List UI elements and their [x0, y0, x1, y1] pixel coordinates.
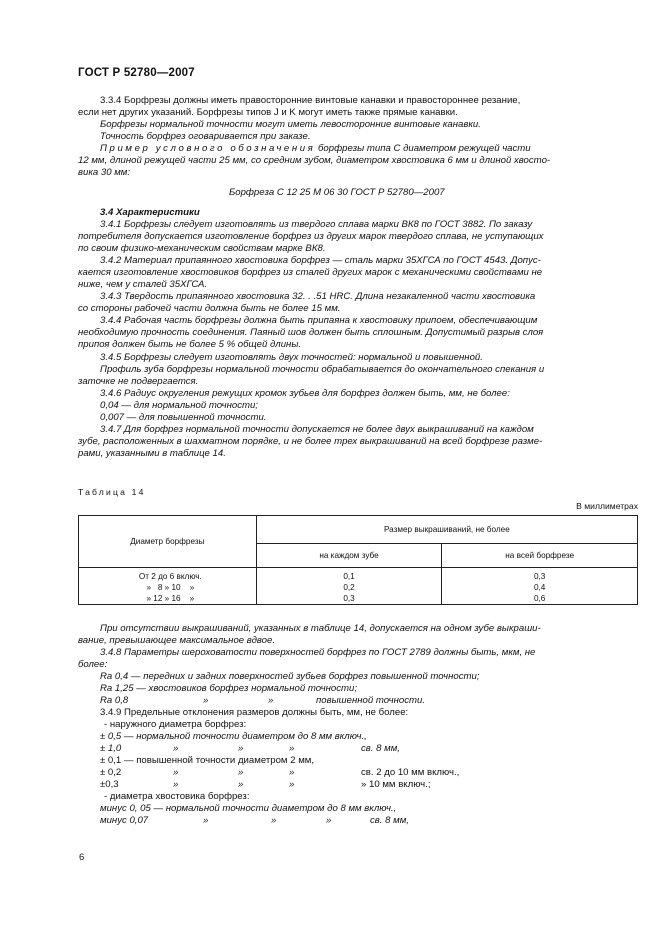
table-units: В миллиметрах: [576, 501, 638, 511]
ditto-mark: »: [289, 767, 295, 778]
table-cell-whole: [442, 568, 638, 605]
col-header-whole: на всей борфрезе: [442, 544, 638, 568]
list-item: ± 0,1 — повышенной точности диаметром 2 мм,: [100, 755, 315, 766]
table-14: [78, 515, 638, 605]
ditto-mark: »: [289, 779, 295, 790]
paragraph-line: 0,007 — для повышенной точности.: [100, 412, 267, 423]
ditto-mark: »: [268, 695, 274, 706]
section-heading: 3.4 Характеристики: [100, 207, 200, 218]
ditto-mark: »: [173, 779, 179, 790]
ditto-mark: »: [238, 743, 244, 754]
table-row-diameter: » 12 » 16 »: [146, 594, 195, 603]
paragraph-line: 3.4.1 Борфрезы следует изготовлять из твердого сплава марки ВК8 по ГОСТ 3882. По заказу: [100, 219, 533, 230]
paragraph-line: 3.4.2 Материал припаянного хвостовика борфрез — сталь марки 35ХГСА по ГОСТ 4543. Допус-: [100, 255, 541, 266]
paragraph-line: заточке не подвергается.: [78, 376, 199, 387]
paragraph-line: вание, превышающее максимальное вдвое.: [78, 635, 276, 646]
list-item: - диаметра хвостовика борфрез:: [104, 791, 250, 802]
paragraph-line: со стороны рабочей части должна быть не более 15 мм.: [78, 303, 341, 314]
list-item: - наружного диаметра борфрез:: [104, 719, 247, 730]
tolerance-value: ± 1,0: [100, 743, 122, 754]
tolerance-text: св. 8 мм,: [361, 743, 400, 754]
paragraph-line: вика 30 мм:: [78, 167, 131, 178]
col-header-chip-size: Размер выкрашиваний, не более: [256, 516, 637, 544]
table-value: 0,3: [343, 594, 355, 603]
example-text: борфрезы типа С диаметром режущей части: [318, 143, 531, 154]
paragraph-line: припоя должен быть не более 5 % общей длины.: [78, 339, 302, 350]
paragraph-line: 3.4.4 Рабочая часть борфрезы должна быть припаяна к хвостовику припоем, обеспечивающим: [100, 315, 538, 326]
paragraph-line: При отсутствии выкрашиваний, указанных в таблице 14, допускается на одном зубе выкраши-: [100, 623, 541, 634]
col-header-per-tooth: на каждом зубе: [256, 544, 442, 568]
paragraph-line: потребителя допускается изготовление борфрез из других марок твердого сплава, не уступающих: [78, 231, 544, 242]
list-item: минус 0, 05 — нормальной точности диаметром до 8 мм включ.,: [100, 803, 397, 814]
ditto-mark: »: [173, 767, 179, 778]
example-line: [100, 143, 531, 154]
tolerance-text: » 10 мм включ.;: [361, 779, 431, 790]
tolerance-value: ±0,3: [100, 779, 119, 790]
paragraph-line: 3.4.5 Борфрезы следует изготовлять двух точностей: нормальной и повышенной.: [100, 352, 483, 363]
list-item: ± 0,5 — нормальной точности диаметром до 8 мм включ.,: [100, 731, 367, 742]
table-cell-per-tooth: [256, 568, 442, 605]
paragraph-line: необходимую прочность соединения. Паяный шов должен быть сплошным. Допустимый разрыв слоя: [78, 327, 544, 338]
table-value: 0,3: [533, 572, 546, 581]
ditto-mark: »: [238, 779, 244, 790]
tolerance-text: св. 2 до 10 мм включ.,: [361, 767, 460, 778]
page-number: 6: [79, 852, 85, 863]
table-value: 0,6: [533, 594, 546, 603]
table-row-diameter: » 8 » 10 »: [146, 583, 195, 592]
paragraph-line: 0,04 — для нормальной точности;: [100, 400, 258, 411]
paragraph-line: 3.4.8 Параметры шероховатости поверхностей борфрез по ГОСТ 2789 должны быть, мкм, не: [100, 647, 536, 658]
paragraph-line: кается изготовление хвостовиков борфрез из сталей других марок с механическими свойствами не: [78, 267, 543, 278]
paragraph-line: Профиль зуба борфрезы нормальной точности обрабатывается до окончательного спекания и: [100, 364, 545, 375]
ditto-mark: »: [326, 815, 332, 826]
ditto-mark: »: [238, 767, 244, 778]
table-cell-diameters: [79, 568, 257, 605]
tolerance-text: св. 8 мм,: [370, 815, 409, 826]
ditto-mark: »: [271, 815, 277, 826]
paragraph-line: рами, указанными в таблице 14.: [78, 448, 226, 459]
paragraph-line: Ra 1,25 — хвостовиков борфрез нормальной точности;: [100, 683, 358, 694]
paragraph-line: 3.4.6 Радиус округления режущих кромок зубьев для борфрез должен быть, мм, не более:: [100, 388, 510, 399]
tolerance-value: минус 0,07: [100, 815, 149, 826]
document-header: ГОСТ Р 52780—2007: [78, 67, 195, 79]
ditto-mark: »: [203, 815, 209, 826]
ditto-mark: »: [203, 695, 209, 706]
paragraph-line: Точность борфрез оговаривается при заказе.: [100, 131, 311, 142]
roughness-text: повышенной точности.: [316, 695, 426, 706]
example-lead: Пример условного обозначения: [100, 143, 316, 154]
table-label: Таблица 14: [78, 487, 146, 497]
col-header-diameter: Диаметр борфрезы: [79, 516, 257, 568]
ditto-mark: »: [289, 743, 295, 754]
paragraph-line: 3.4.7 Для борфрез нормальной точности допускается не более двух выкрашиваний на каждом: [100, 424, 534, 435]
paragraph-line: по своим физико-механическим свойствам марке ВК8.: [78, 243, 326, 254]
paragraph-line: более:: [78, 659, 108, 670]
table-value: 0,1: [343, 572, 355, 581]
paragraph-line: Борфрезы нормальной точности могут иметь левосторонние винтовые канавки.: [100, 119, 481, 130]
table-value: 0,4: [533, 583, 546, 592]
ditto-mark: »: [173, 743, 179, 754]
paragraph-line: ниже, чем у сталей 35ХГСА.: [78, 279, 208, 290]
paragraph-line: 3.4.3 Твердость припаянного хвостовика 32. . .51 HRC. Длина незакаленной части хвостовика: [100, 291, 536, 302]
paragraph-line: зубе, расположенных в шахматном порядке, и не более трех выкрашиваний на всей борфрезе разме-: [78, 436, 543, 447]
tolerance-value: ± 0,2: [100, 767, 122, 778]
designation-example: Борфреза С 12 25 М 06 30 ГОСТ Р 52780—2007: [229, 187, 445, 198]
paragraph-line: 3.3.4 Борфрезы должны иметь правосторонние винтовые канавки и правостороннее резание,: [100, 95, 521, 106]
paragraph-line: 3.4.9 Предельные отклонения размеров должны быть, мм, не более:: [100, 707, 409, 718]
roughness-label: Ra 0,8: [100, 695, 129, 706]
paragraph-line: 12 мм, длиной режущей части 25 мм, со средним зубом, диаметром хвостовика 6 мм и длиной хвосто-: [78, 155, 551, 166]
table-row-diameter: От 2 до 6 включ.: [138, 572, 202, 581]
table-value: 0,2: [343, 583, 355, 592]
paragraph-line: если нет других указаний. Борфрезы типов J и K могут иметь также прямые канавки.: [78, 107, 458, 118]
paragraph-line: Ra 0,4 — передних и задних поверхностей зубьев борфрез повышенной точности;: [100, 671, 480, 682]
